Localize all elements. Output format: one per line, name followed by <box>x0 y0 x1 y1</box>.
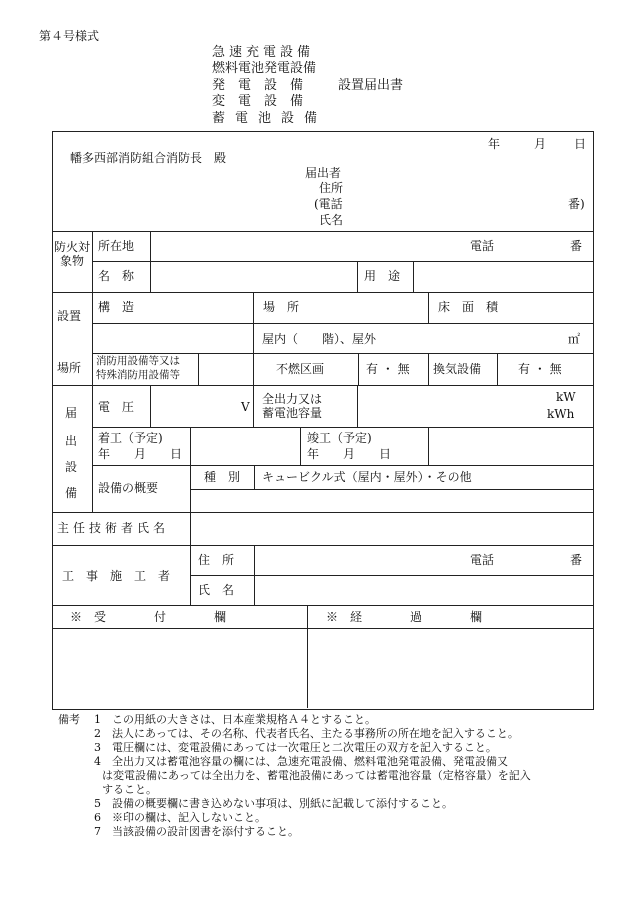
date-day: 日 <box>574 137 587 151</box>
end-line1: 竣工（予定) <box>307 431 372 445</box>
install-label-bottom: 場所 <box>57 361 82 375</box>
kw-unit: kW <box>556 390 576 404</box>
title-line-2: 燃料電池発電設備 <box>212 61 317 76</box>
title-suffix: 設置届出書 <box>338 78 404 93</box>
kwh-unit: kWh <box>547 407 575 421</box>
note-7: 7 当該設備の設計図書を添付すること。 <box>94 825 299 838</box>
ventilation-yes-no: 有 ・ 無 <box>518 362 562 376</box>
notes-heading: 備考 <box>58 713 80 726</box>
type-value: キュービクル式（屋内・屋外）・その他 <box>262 470 472 484</box>
indoor-outdoor: 屋内（ 階）、屋外 <box>262 332 377 346</box>
place-label: 場 所 <box>263 300 300 314</box>
note-3: 3 電圧欄には、変電設備にあっては一次電圧と二次電圧の双方を記入すること。 <box>94 741 497 754</box>
note-4-cont2: すること。 <box>102 783 157 796</box>
note-4-cont1: は変電設備にあっては全出力を、蓄電池設備にあっては蓄電池容量（定格容量）を記入 <box>102 769 531 782</box>
floor-area-label: 床 面 積 <box>438 300 499 314</box>
contractor-phone-label: 電話 <box>470 553 495 567</box>
equipment-label-1: 届 <box>65 406 78 420</box>
form-number: 第４号様式 <box>39 29 100 43</box>
contractor-label: 工 事 施 工 者 <box>62 569 171 583</box>
install-label-top: 設置 <box>57 309 82 323</box>
equipment-label-3: 設 <box>65 460 78 474</box>
note-2: 2 法人にあっては、その名称、代表者氏名、主たる事務所の所在地を記入すること。 <box>94 727 519 740</box>
applicant-phone-close: 番) <box>568 197 585 211</box>
equipment-label-4: 備 <box>65 486 78 500</box>
date-year: 年 <box>488 137 501 151</box>
target-phone-label: 電話 <box>470 239 495 253</box>
title-line-5: 蓄電池設備 <box>212 111 328 126</box>
equipment-label-2: 出 <box>65 434 78 448</box>
fire-equipment-line2: 特殊消防用設備等 <box>96 369 180 381</box>
output-line2: 蓄電池容量 <box>262 406 323 420</box>
note-4: 4 全出力又は蓄電池容量の欄には、急速充電設備、燃料電池発電設備、発電設備又 <box>94 755 508 768</box>
target-name-label: 名 称 <box>98 269 135 283</box>
start-line1: 着工（予定) <box>98 431 163 445</box>
target-location-label: 所在地 <box>98 239 135 253</box>
area-unit: ㎡ <box>568 332 581 346</box>
voltage-unit: V <box>241 400 250 414</box>
title-line-3: 発 電 設 備 <box>212 78 304 93</box>
nonflammable-yes-no: 有 ・ 無 <box>366 362 410 376</box>
chief-engineer-label: 主任技術者氏名 <box>57 521 170 535</box>
contractor-phone-suffix: 番 <box>570 553 583 567</box>
nonflammable-label: 不燃区画 <box>276 362 325 376</box>
contractor-address-label: 住 所 <box>198 553 235 567</box>
applicant-address-label: 住所 <box>319 181 344 195</box>
type-label: 種 別 <box>204 470 241 484</box>
title-line-4: 変 電 設 備 <box>212 94 304 109</box>
progress-box-label: ※ 経 過 欄 <box>326 610 483 624</box>
applicant-phone-open: (電話 <box>314 197 343 211</box>
note-6: 6 ※印の欄は、記入しないこと。 <box>94 811 266 824</box>
target-use-label: 用 途 <box>364 269 401 283</box>
output-line1: 全出力又は <box>262 392 323 406</box>
end-line2: 年 月 日 <box>307 447 392 461</box>
date-month: 月 <box>534 137 547 151</box>
fire-equipment-line1: 消防用設備等又は <box>96 355 180 367</box>
target-label: 防火対象物 <box>53 240 90 268</box>
applicant-name-label: 氏名 <box>319 213 344 227</box>
start-line2: 年 月 日 <box>98 447 183 461</box>
addressee: 幡多西部消防組合消防長 殿 <box>70 151 227 165</box>
target-phone-suffix: 番 <box>570 239 583 253</box>
voltage-label: 電 圧 <box>98 400 135 414</box>
title-line-1: 急速充電設備 <box>212 45 315 60</box>
note-1: 1 この用紙の大きさは、日本産業規格Ａ４とすること。 <box>94 713 376 726</box>
overview-label: 設備の概要 <box>98 481 159 495</box>
applicant-label: 届出者 <box>305 166 342 180</box>
ventilation-label: 換気設備 <box>433 362 482 376</box>
note-5: 5 設備の概要欄に書き込めない事項は、別紙に記載して添付すること。 <box>94 797 453 810</box>
contractor-name-label: 氏 名 <box>198 583 235 597</box>
structure-label: 構 造 <box>98 300 135 314</box>
reception-box-label: ※ 受 付 欄 <box>70 610 227 624</box>
